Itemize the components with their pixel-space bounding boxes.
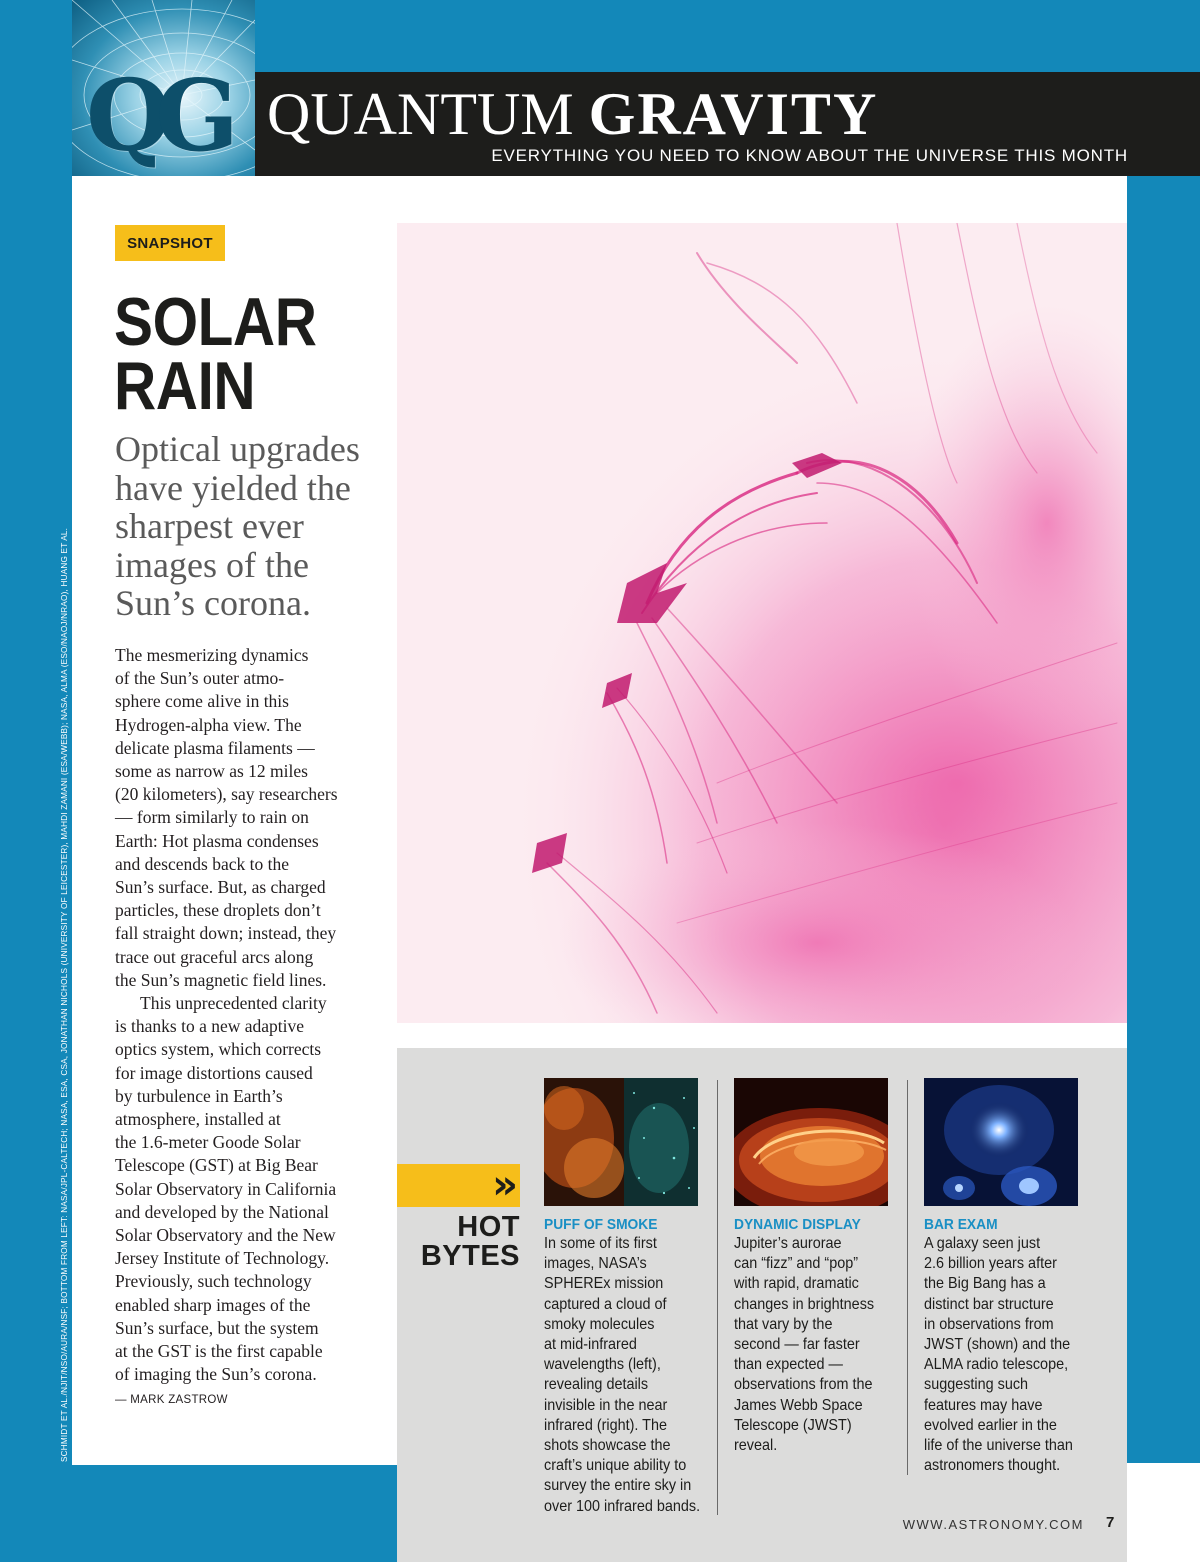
article-byline: — MARK ZASTROW — [115, 1393, 228, 1406]
text-line: images, NASA’s — [544, 1255, 647, 1273]
hot-bytes-title-line: HOT — [457, 1211, 520, 1243]
hot-bytes-text — [734, 1234, 878, 1456]
column-divider — [717, 1080, 718, 1515]
body-line: Sun’s surface, but the system — [115, 1317, 319, 1338]
double-chevron-icon: » — [492, 1162, 512, 1208]
headline-line: SOLAR — [114, 284, 317, 360]
text-line: over 100 infrared bands. — [544, 1497, 701, 1515]
deck-line: images of the — [115, 544, 309, 585]
hot-bytes-title — [400, 1213, 520, 1271]
body-line: atmosphere, installed at — [115, 1109, 281, 1130]
body-line: The mesmerizing dynamics — [115, 645, 309, 665]
text-line: infrared (right). The — [544, 1416, 667, 1434]
text-line: revealing details — [544, 1376, 649, 1394]
text-line: distinct bar structure — [924, 1295, 1054, 1313]
body-line: at the GST is the first capable — [115, 1341, 323, 1362]
text-line: astronomers thought. — [924, 1457, 1061, 1475]
text-line: than expected — — [734, 1356, 843, 1374]
hot-bytes-title-line: BYTES — [420, 1240, 520, 1272]
snapshot-badge: SNAPSHOT — [115, 225, 225, 261]
text-line: second — far faster — [734, 1336, 860, 1354]
text-line: Jupiter’s aurorae — [734, 1235, 842, 1252]
body-line: delicate plasma filaments — — [115, 737, 315, 758]
deck-line: Sun’s corona. — [115, 583, 311, 623]
text-line: evolved earlier in the — [924, 1416, 1057, 1434]
article-deck — [115, 430, 405, 623]
section-title — [267, 81, 879, 147]
body-line: some as narrow as 12 miles — [115, 761, 308, 782]
body-line: particles, these droplets don’t — [115, 900, 321, 921]
body-line: — form similarly to rain on — [115, 807, 309, 828]
body-line: the Sun’s magnetic field lines. — [115, 969, 327, 990]
text-line: Telescope (JWST) — [734, 1416, 852, 1434]
body-line: of imaging the Sun’s corona. — [115, 1364, 317, 1385]
article-body — [115, 644, 405, 1412]
hot-bytes-text — [544, 1234, 701, 1517]
text-line: ALMA radio telescope, — [924, 1356, 1069, 1374]
body-line: and descends back to the — [115, 853, 289, 874]
text-line: changes in brightness — [734, 1295, 875, 1313]
text-line: invisible in the near — [544, 1396, 668, 1414]
body-line: Telescope (GST) at Big Bear — [115, 1155, 318, 1176]
text-line: James Webb Space — [734, 1396, 863, 1414]
website-link[interactable]: WWW.ASTRONOMY.COM — [902, 1517, 1084, 1532]
headline-line: RAIN — [114, 348, 256, 424]
text-line: 2.6 billion years after — [924, 1255, 1057, 1273]
body-line: This unprecedented clarity — [140, 993, 327, 1014]
body-line: Sun’s surface. But, as charged — [115, 877, 326, 898]
body-line: (20 kilometers), say researchers — [115, 784, 338, 805]
text-line: with rapid, dramatic — [734, 1275, 859, 1293]
body-line: Jersey Institute of Technology. — [115, 1248, 330, 1269]
hot-bytes-text — [924, 1234, 1073, 1476]
text-line: survey the entire sky in — [544, 1477, 692, 1495]
section-title-bold: GRAVITY — [588, 81, 879, 147]
text-line: observations from the — [734, 1376, 873, 1394]
text-line: suggesting such — [924, 1376, 1029, 1394]
body-line: Previously, such technology — [115, 1271, 312, 1292]
body-line: Solar Observatory in California — [115, 1178, 337, 1199]
hot-bytes-item — [544, 1078, 704, 1517]
text-line: shots showcase the — [544, 1437, 671, 1455]
deck-line: sharpest ever — [115, 506, 304, 546]
text-line: captured a cloud of — [544, 1295, 667, 1313]
page-panel-footer — [1127, 1463, 1200, 1562]
text-line: JWST (shown) and the — [924, 1336, 1071, 1354]
hot-bytes-arrow-bar — [397, 1164, 520, 1207]
text-line: at mid-infrared — [544, 1336, 637, 1354]
text-line: wavelengths (left), — [544, 1356, 661, 1374]
photo-credit: SCHMIDT ET AL./NJIT/NSO/AURA/NSF; BOTTOM FROM LEFT: NASA/JPL-CALTECH; NASA, ESA, CSA, JONATHAN NICHOLS (UNIVERSITY OF LEICESTER), MAHDI ZAMANI (ESA/WEBB); NASA, ALMA (ESO/NAOJ/NRAO), HUANG ET AL. — [60, 527, 69, 1462]
logo-letters: QG — [86, 59, 224, 174]
column-divider — [907, 1080, 908, 1475]
text-line: craft’s unique ability to — [544, 1457, 687, 1475]
body-line: fall straight down; instead, they — [115, 923, 337, 944]
hot-bytes-headline: DYNAMIC DISPLAY — [734, 1216, 861, 1233]
hot-bytes-headline: BAR EXAM — [924, 1216, 998, 1233]
body-line: Solar Observatory and the New — [115, 1225, 336, 1246]
spherex-image — [544, 1078, 698, 1206]
body-line: enabled sharp images of the — [115, 1294, 311, 1315]
section-title-light: QUANTUM — [267, 81, 574, 147]
text-line: can “fizz” and “pop” — [734, 1255, 859, 1273]
text-line: in observations from — [924, 1315, 1054, 1333]
body-line: of the Sun’s outer atmo- — [115, 668, 285, 689]
text-line: smoky molecules — [544, 1315, 655, 1333]
solar-rain-photo — [397, 223, 1127, 1023]
body-line: is thanks to a new adaptive — [115, 1016, 305, 1037]
text-line: the Big Bang has a — [924, 1275, 1046, 1293]
body-line: trace out graceful arcs along — [115, 946, 314, 967]
text-line: that vary by the — [734, 1315, 833, 1333]
text-line: life of the universe than — [924, 1437, 1073, 1455]
body-line: the 1.6-meter Goode Solar — [115, 1132, 301, 1153]
text-line: In some of its first — [544, 1235, 657, 1252]
qg-logo — [72, 0, 255, 176]
article-headline — [114, 284, 317, 424]
hot-bytes-headline: PUFF OF SMOKE — [544, 1216, 658, 1233]
section-subtitle: EVERYTHING YOU NEED TO KNOW ABOUT THE UNIVERSE THIS MONTH — [491, 146, 1128, 165]
body-line: for image distortions caused — [115, 1062, 313, 1083]
text-line: SPHEREx mission — [544, 1275, 664, 1293]
deck-line: Optical upgrades — [115, 429, 360, 469]
page-number: 7 — [1106, 1514, 1115, 1531]
barred-galaxy-image — [924, 1078, 1078, 1206]
header-bar — [255, 72, 1200, 176]
deck-line: have yielded the — [115, 467, 351, 508]
hot-bytes-item — [924, 1078, 1084, 1476]
body-line: Earth: Hot plasma condenses — [115, 830, 319, 851]
body-line: and developed by the National — [115, 1201, 329, 1222]
hot-bytes-item — [734, 1078, 894, 1456]
text-line: reveal. — [734, 1437, 778, 1455]
body-line: optics system, which corrects — [115, 1039, 322, 1060]
text-line: features may have — [924, 1396, 1043, 1414]
body-line: Hydrogen-alpha view. The — [115, 714, 302, 735]
body-line: by turbulence in Earth’s — [115, 1085, 283, 1106]
body-line: sphere come alive in this — [115, 691, 289, 712]
text-line: A galaxy seen just — [924, 1235, 1041, 1252]
jupiter-aurora-image — [734, 1078, 888, 1206]
